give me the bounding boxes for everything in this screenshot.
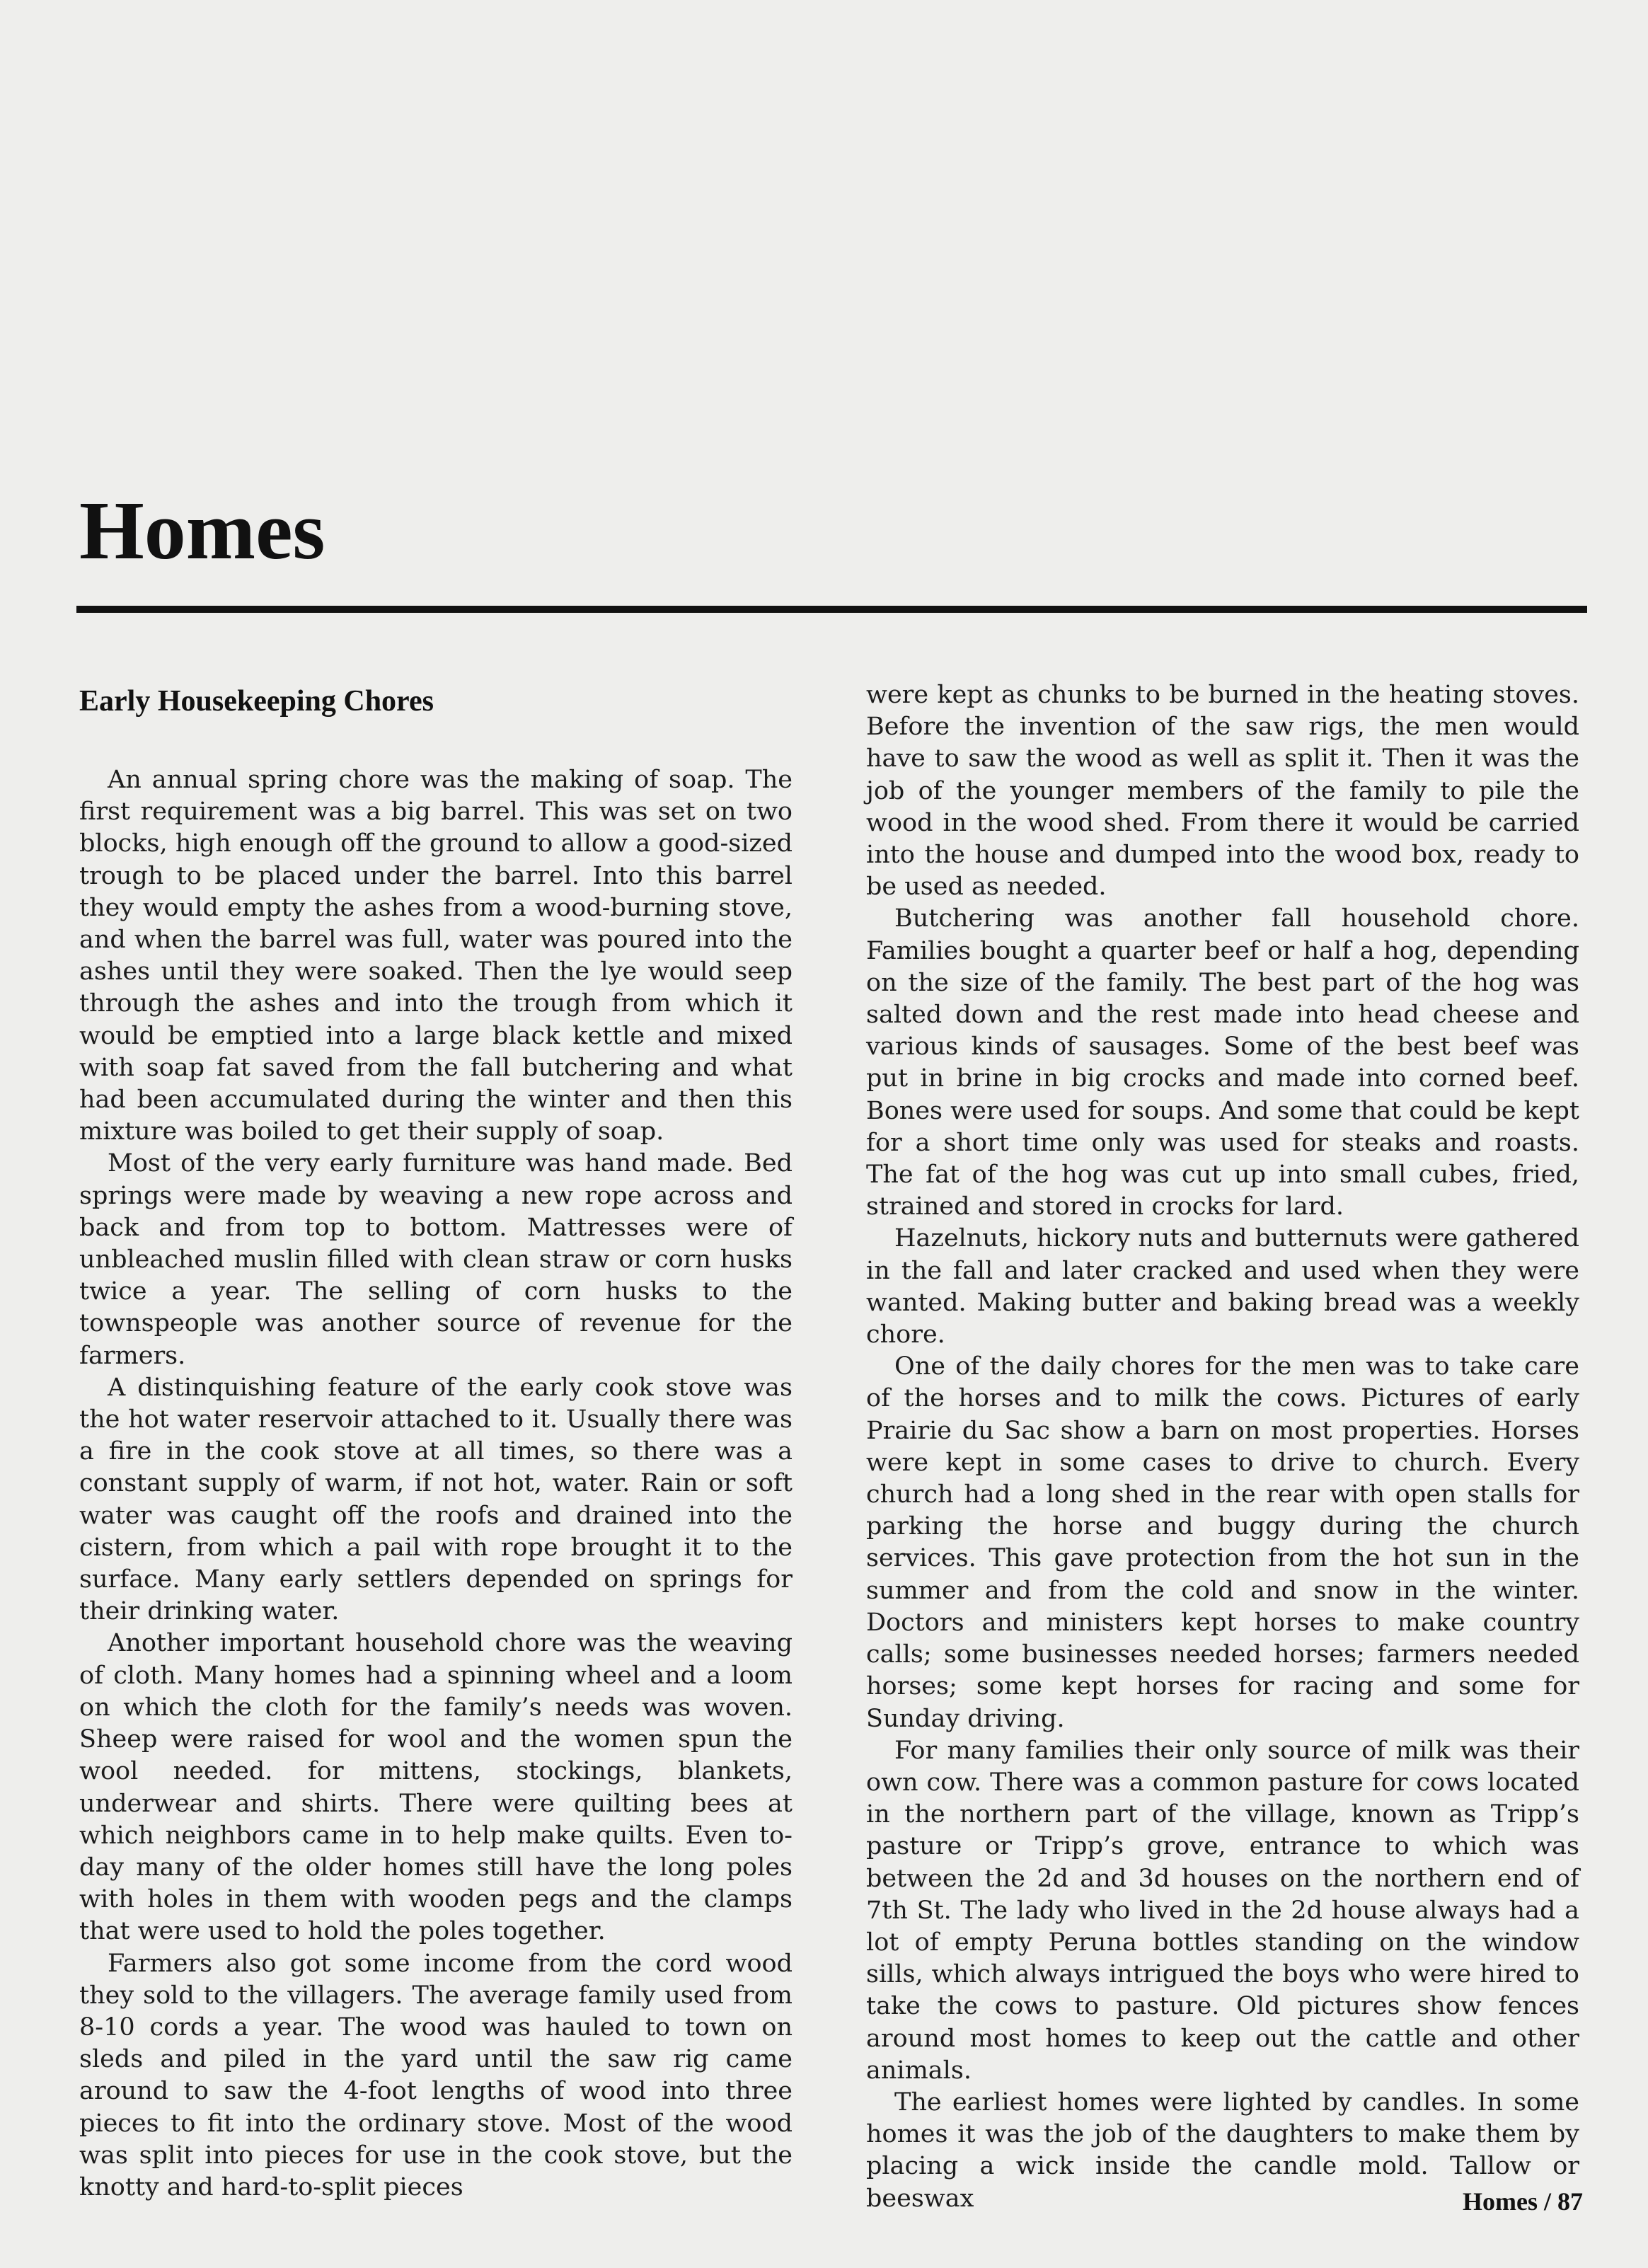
section-divider-rule — [76, 606, 1587, 613]
paragraph-soap-making: An annual spring chore was the making of soap. The first requirement was a big barrel. This was set on two blocks, high enough off the ground to allow a good-sized trough to be placed under the barrel. Into this barrel they would empty the ashes from a wood-burning stove, and when the barrel was full, water was poured into the ashes until they were soaked. Then the lye would seep through the ashes and into the trough from which it would be emptied into a large black kettle and mixed with soap fat saved from the fall butchering and what had been accumulated during the winter and then this mixture was boiled to get their supply of soap. — [79, 766, 793, 1146]
paragraph-weaving: Another important household chore was the weaving of cloth. Many homes had a spinning wheel and a loom on which the cloth for the family’s needs was woven. Sheep were raised for wool and the women spun the wool needed. for mittens, stockings, blankets, underwear and shirts. There were quilting bees at which neighbors came in to help make quilts. Even to-day many of the older homes still have the long poles with holes in them with wooden pegs and the clamps that were used to hold the poles together. — [79, 1629, 793, 1946]
paragraph-nuts-butter: Hazelnuts, hickory nuts and butternuts were gathered in the fall and later cracked and used when they were wanted. Making butter and baking bread was a weekly chore. — [866, 1224, 1579, 1349]
paragraph-cord-wood: Farmers also got some income from the cord wood they sold to the villagers. The average family used from 8-10 cords a year. The wood was hauled to town on sleds and piled in the yard until the saw rig came around to saw the 4-foot lengths of wood into three pieces to fit into the ordinary stove. Most of the wood was split into pieces for use in the cook stove, but the knotty and hard-to-split pieces — [79, 1949, 793, 2201]
page-footer-running-head: Homes / 87 — [1463, 2187, 1583, 2216]
left-column — [79, 679, 793, 2204]
section-title: Homes — [79, 484, 325, 577]
paragraph-cord-wood-continued: were kept as chunks to be burned in the heating stoves. Before the invention of the saw rigs, the men would have to saw the wood as well as split it. Then it was the job of the younger members of the family to pile the wood in the wood shed. From there it would be carried into the house and dumped into the wood box, ready to be used as needed. — [866, 681, 1579, 902]
right-column — [866, 679, 1579, 2215]
paragraph-butchering: Butchering was another fall household chore. Families bought a quarter beef or half a hog, depending on the size of the family. The best part of the hog was salted down and the rest made into head cheese and various kinds of sausages. Some of the best beef was put in brine in big crocks and made into corned beef. Bones were used for soups. And some that could be kept for a short time only was used for steaks and roasts. The fat of the hog was cut up into small cubes, fried, strained and stored in crocks for lard. — [866, 904, 1579, 1221]
paragraph-cook-stove: A distinquishing feature of the early cook stove was the hot water reservoir attached to it. Usually there was a fire in the cook stove at all times, so there was a constant supply of warm, if not hot, water. Rain or soft water was caught off the roofs and drained into the cistern, from which a pail with rope brought it to the surface. Many early settlers depended on springs for their drinking water. — [79, 1373, 793, 1626]
paragraph-candles: The earliest homes were lighted by candles. In some homes it was the job of the daughters to make them by placing a wick inside the candle mold. Tallow or beeswax — [866, 2088, 1579, 2213]
paragraph-cow-pasture: For many families their only source of milk was their own cow. There was a common pasture for cows located in the northern part of the village, known as Tripp’s pasture or Tripp’s grove, entrance to which was between the 2d and 3d houses on the northern end of 7th St. The lady who lived in the 2d house always had a lot of empty Peruna bottles standing on the window sills, which always intrigued the boys who were hired to take the cows to pasture. Old pictures show fences around most homes to keep out the cattle and other animals. — [866, 1736, 1579, 2085]
paragraph-horses: One of the daily chores for the men was to take care of the horses and to milk the cows. Pictures of early Prairie du Sac show a barn on most properties. Horses were kept in some cases to drive to church. Every church had a long shed in the rear with open stalls for parking the horse and buggy during the church services. This gave protection from the hot sun in the summer and from the cold and snow in the winter. Doctors and ministers kept horses to make country calls; some businesses needed horses; farmers needed horses; some kept horses for racing and some for Sunday driving. — [866, 1352, 1579, 1733]
article-heading: Early Housekeeping Chores — [79, 685, 434, 718]
paragraph-furniture: Most of the very early furniture was hand made. Bed springs were made by weaving a new rope across and back and from top to bottom. Mattresses were of unbleached muslin filled with clean straw or corn husks twice a year. The selling of corn husks to the townspeople was another source of revenue for the farmers. — [79, 1149, 793, 1370]
